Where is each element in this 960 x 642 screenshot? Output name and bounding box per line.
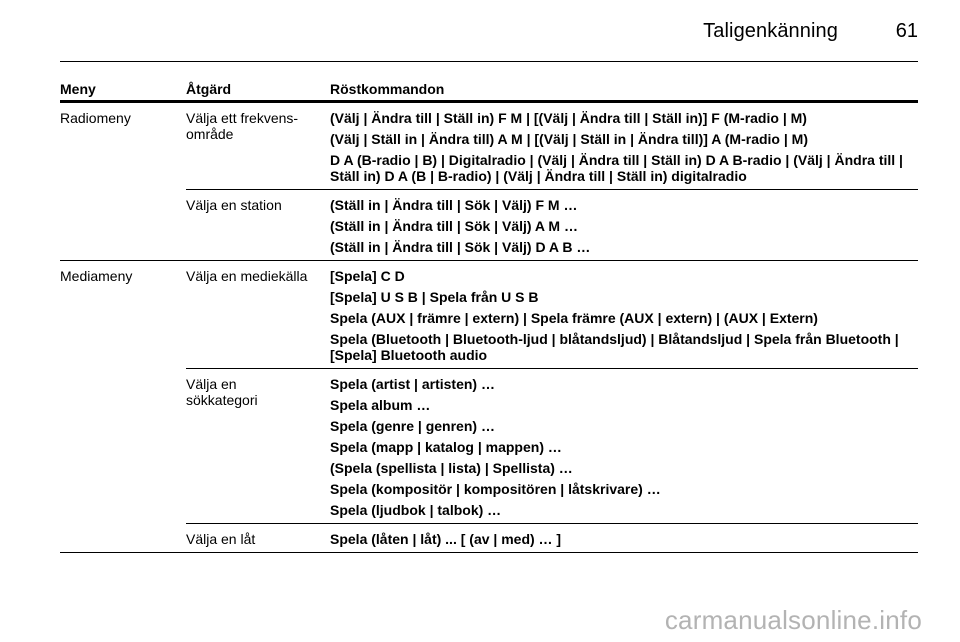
watermark: carmanualsonline.info	[664, 605, 922, 635]
voice-command-table	[60, 80, 918, 553]
voice-command: Spela (mapp | katalog | mappen) …	[330, 439, 562, 455]
page-number: 61	[895, 20, 918, 42]
group-rows	[186, 103, 918, 260]
voice-command: (Ställ in | Ändra till | Sök | Välj) D A B …	[330, 239, 591, 255]
action-cell: Välja en mediekälla	[186, 268, 308, 284]
voice-command: Spela album …	[330, 397, 431, 413]
page-title: Taligenkänning	[703, 20, 838, 42]
voice-command: (Välj | Ändra till | Ställ in) F M | [(Välj | Ändra till | Ställ in)] F (M-radio | M)	[330, 110, 807, 126]
voice-command: [Spela] C D	[330, 268, 405, 284]
table-row	[186, 103, 918, 190]
table-group	[60, 261, 918, 553]
voice-command: (Ställ in | Ändra till | Sök | Välj) F M …	[330, 197, 578, 213]
action-cell: Välja ett frekvens- område	[186, 110, 299, 142]
voice-command: Spela (Bluetooth | Bluetooth-ljud | blåtandsljud) | Blåtandsljud | Spela från Bluetooth | [Spela] Bluetooth audio	[330, 331, 899, 363]
voice-command: Spela (genre | genren) …	[330, 418, 495, 434]
voice-command: (Ställ in | Ändra till | Sök | Välj) A M …	[330, 218, 578, 234]
commands-cell	[330, 376, 918, 523]
action-cell: Välja en sökkategori	[186, 376, 258, 408]
action-cell: Välja en station	[186, 197, 282, 213]
voice-command: Spela (kompositör | kompositören | låtskrivare) …	[330, 481, 661, 497]
commands-cell	[330, 531, 918, 552]
table-body	[60, 103, 918, 553]
header-rule	[60, 61, 918, 62]
table-row	[186, 524, 918, 552]
commands-cell	[330, 197, 918, 260]
commands-cell	[330, 110, 918, 189]
voice-command: Spela (ljudbok | talbok) …	[330, 502, 502, 518]
column-header-commands: Röstkommandon	[330, 81, 445, 97]
voice-command: Spela (artist | artisten) …	[330, 376, 495, 392]
voice-command: Spela (AUX | främre | extern) | Spela främre (AUX | extern) | (AUX | Extern)	[330, 310, 818, 326]
table-group	[60, 103, 918, 261]
table-header	[60, 80, 918, 103]
voice-command: [Spela] U S B | Spela från U S B	[330, 289, 539, 305]
table-row	[186, 190, 918, 260]
voice-command: D A (B-radio | B) | Digitalradio | (Välj | Ändra till | Ställ in) D A B-radio | (Välj | Ändra till | Ställ in) D A (B | B-radio) | (Välj | Ändra till | Ställ in) digitalradio	[330, 152, 903, 184]
column-header-menu: Meny	[60, 81, 96, 97]
voice-command: Spela (låten | låt) ... [ (av | med) … ]	[330, 531, 562, 547]
menu-cell: Radiomeny	[60, 110, 131, 126]
table-row	[186, 261, 918, 369]
menu-cell: Mediameny	[60, 268, 133, 284]
commands-cell	[330, 268, 918, 368]
action-cell: Välja en låt	[186, 531, 256, 547]
group-rows	[186, 261, 918, 552]
column-header-action: Åtgärd	[186, 81, 232, 97]
voice-command: (Välj | Ställ in | Ändra till) A M | [(Välj | Ställ in | Ändra till)] A (M-radio | M)	[330, 131, 808, 147]
table-row	[186, 369, 918, 524]
page-header	[60, 18, 918, 50]
voice-command: (Spela (spellista | lista) | Spellista) …	[330, 460, 573, 476]
